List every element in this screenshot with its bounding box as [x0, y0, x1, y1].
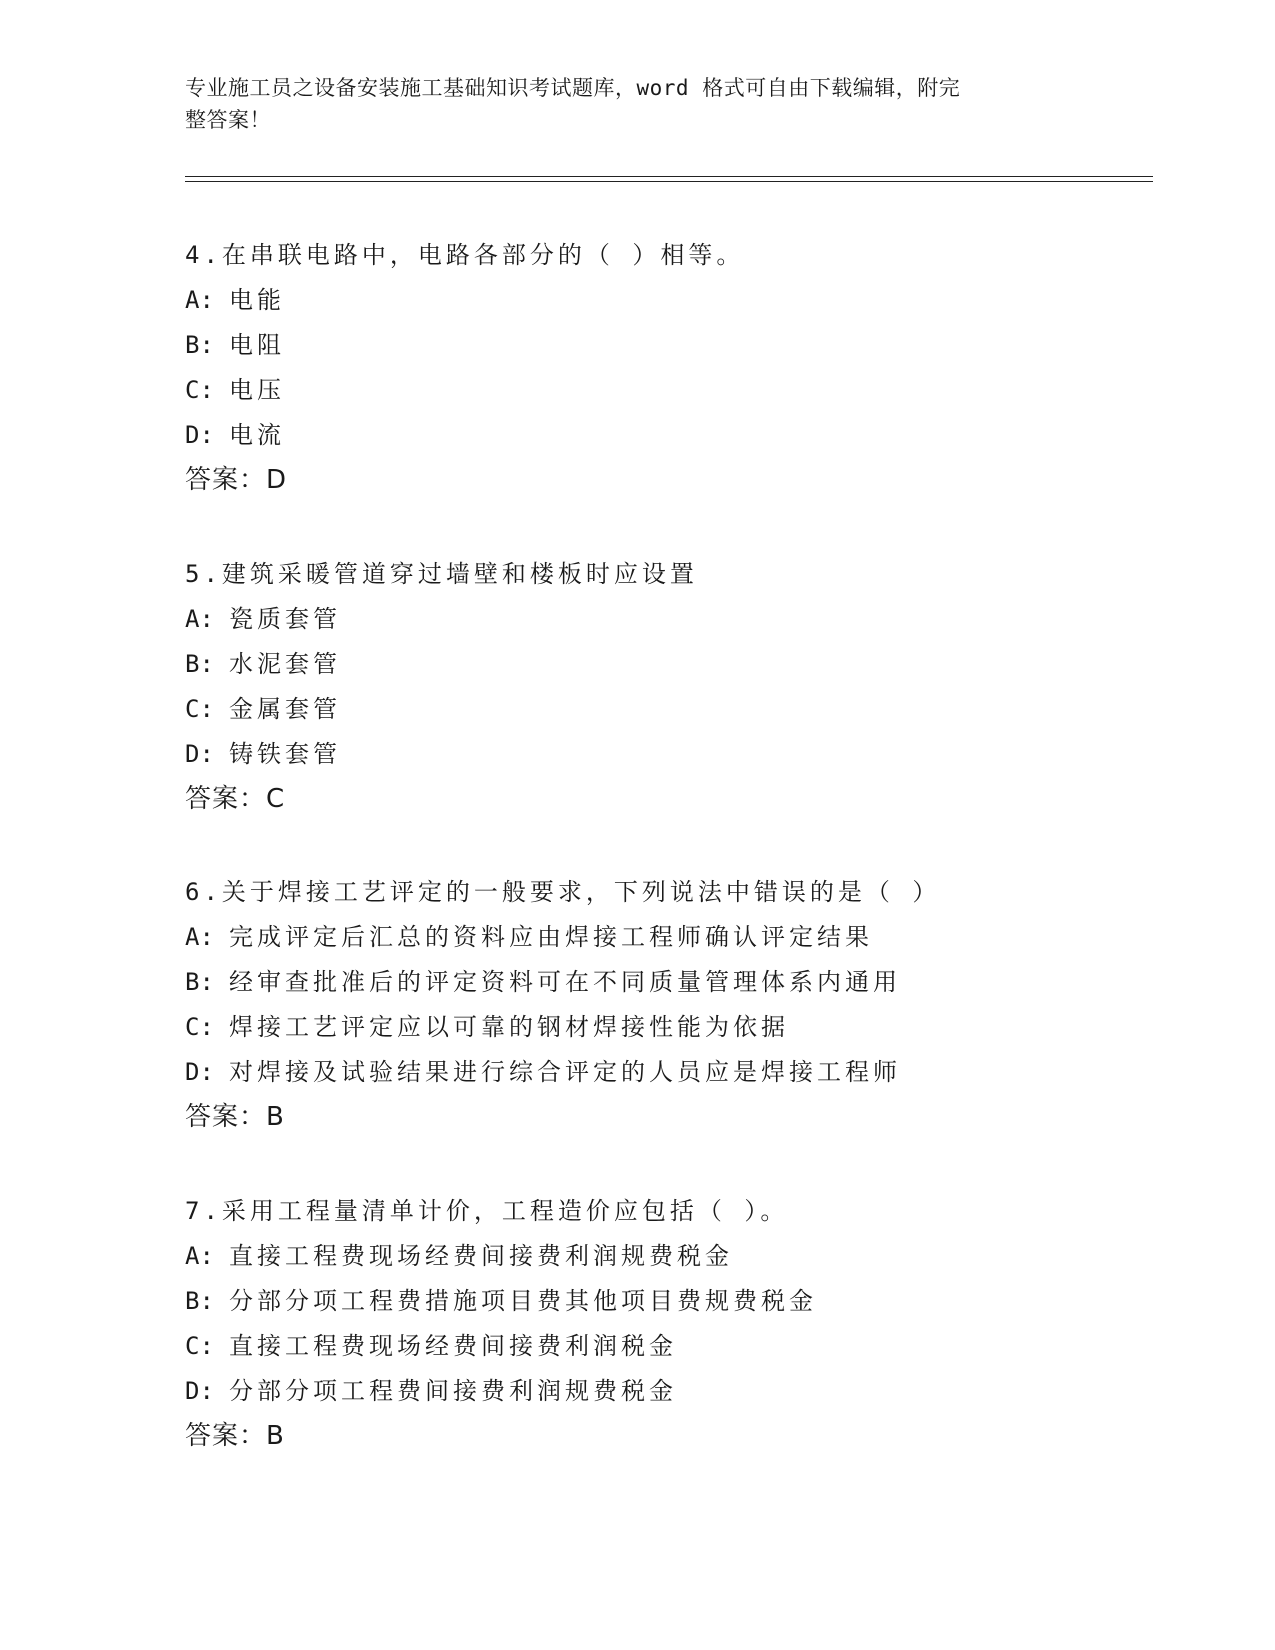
option-a: [185, 278, 1185, 323]
option-d: [185, 732, 1185, 777]
option-c: [185, 1324, 1185, 1369]
option-a: [185, 915, 1185, 960]
option-c: [185, 1005, 1185, 1050]
option-text: 金属套管: [229, 695, 341, 723]
question-block: [185, 1189, 1185, 1459]
option-text: 电压: [229, 376, 285, 404]
answer-line: 答案：B: [185, 1421, 285, 1451]
option-text: 电阻: [229, 331, 285, 359]
header-line-2: 整答案！: [185, 108, 271, 132]
question-block: [185, 552, 1185, 822]
option-letter: D:: [185, 421, 214, 449]
option-d: [185, 1369, 1185, 1414]
option-letter: D:: [185, 1058, 214, 1086]
question-stem: 6.关于焊接工艺评定的一般要求，下列说法中错误的是（ ）: [185, 878, 941, 906]
option-letter: A:: [185, 286, 214, 314]
answer-line: 答案：C: [185, 784, 286, 814]
option-letter: A:: [185, 1242, 214, 1270]
option-text: 直接工程费现场经费间接费利润规费税金: [229, 1242, 733, 1270]
header-line-1: 专业施工员之设备安装施工基础知识考试题库，word 格式可自由下载编辑，附完: [185, 76, 961, 100]
option-d: [185, 413, 1185, 458]
option-b: [185, 960, 1185, 1005]
option-text: 完成评定后汇总的资料应由焊接工程师确认评定结果: [229, 923, 873, 951]
question-block: [185, 233, 1185, 503]
answer-line: 答案：D: [185, 465, 288, 495]
option-c: [185, 687, 1185, 732]
option-letter: D:: [185, 1377, 214, 1405]
option-text: 电能: [229, 286, 285, 314]
option-letter: C:: [185, 695, 214, 723]
option-text: 电流: [229, 421, 285, 449]
option-text: 分部分项工程费间接费利润规费税金: [229, 1377, 677, 1405]
option-text: 直接工程费现场经费间接费利润税金: [229, 1332, 677, 1360]
header-divider-bottom: [185, 181, 1153, 182]
option-letter: C:: [185, 376, 214, 404]
answer-line: 答案：B: [185, 1102, 285, 1132]
question-block: [185, 870, 1185, 1140]
option-letter: B:: [185, 1287, 214, 1315]
option-a: [185, 1234, 1185, 1279]
option-letter: A:: [185, 923, 214, 951]
option-letter: A:: [185, 605, 214, 633]
option-d: [185, 1050, 1185, 1095]
document-header: [185, 72, 1065, 136]
option-letter: D:: [185, 740, 214, 768]
option-letter: B:: [185, 650, 214, 678]
option-a: [185, 597, 1185, 642]
question-stem: 4.在串联电路中，电路各部分的（ ）相等。: [185, 241, 745, 269]
option-text: 瓷质套管: [229, 605, 341, 633]
option-letter: C:: [185, 1332, 214, 1360]
header-divider-top: [185, 176, 1153, 177]
question-stem: 5.建筑采暖管道穿过墙壁和楼板时应设置: [185, 560, 698, 588]
option-b: [185, 642, 1185, 687]
option-text: 对焊接及试验结果进行综合评定的人员应是焊接工程师: [229, 1058, 901, 1086]
question-stem: 7.采用工程量清单计价，工程造价应包括（ ）。: [185, 1197, 789, 1225]
option-c: [185, 368, 1185, 413]
option-text: 分部分项工程费措施项目费其他项目费规费税金: [229, 1287, 817, 1315]
option-text: 水泥套管: [229, 650, 341, 678]
option-b: [185, 1279, 1185, 1324]
option-text: 铸铁套管: [229, 740, 341, 768]
option-letter: B:: [185, 331, 214, 359]
option-b: [185, 323, 1185, 368]
option-letter: B:: [185, 968, 214, 996]
option-text: 焊接工艺评定应以可靠的钢材焊接性能为依据: [229, 1013, 789, 1041]
option-letter: C:: [185, 1013, 214, 1041]
option-text: 经审查批准后的评定资料可在不同质量管理体系内通用: [229, 968, 901, 996]
